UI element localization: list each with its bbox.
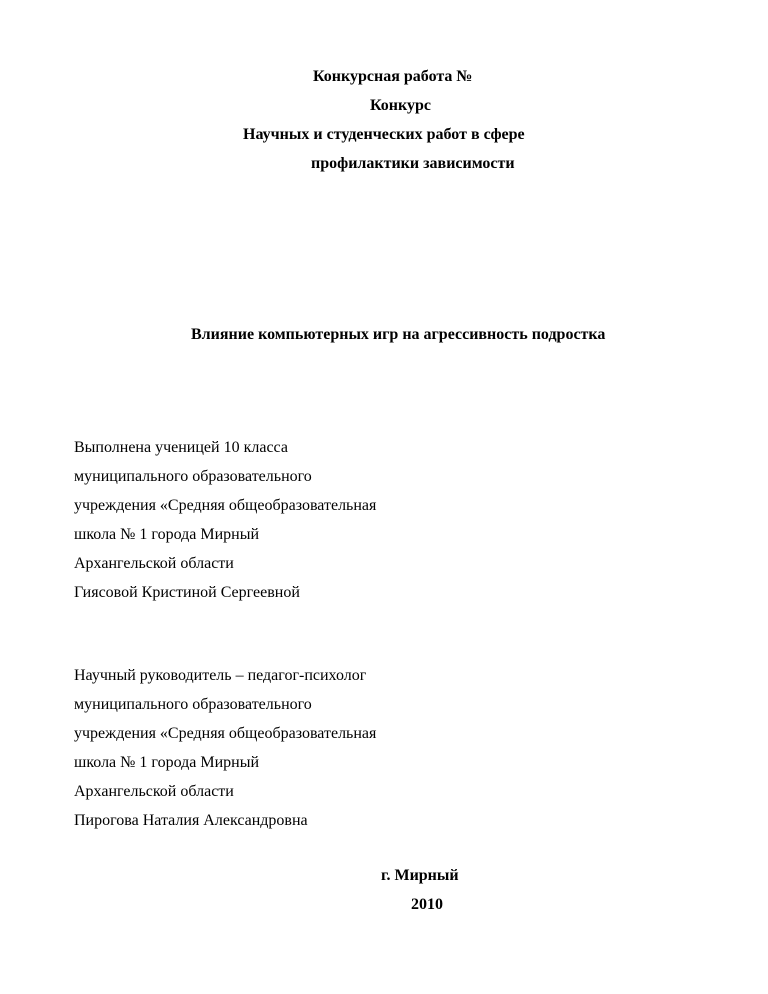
- supervisor-line-4: школа № 1 города Мирный: [74, 754, 260, 771]
- header-line-4: профилактики зависимости: [311, 155, 515, 172]
- author-line-6: Гиясовой Кристиной Сергеевной: [74, 584, 300, 601]
- author-line-5: Архангельской области: [74, 555, 234, 572]
- author-line-4: школа № 1 города Мирный: [74, 526, 260, 543]
- author-line-2: муниципального образовательного: [74, 468, 312, 485]
- document-title: Влияние компьютерных игр на агрессивность подростка: [191, 326, 606, 343]
- supervisor-line-1: Научный руководитель – педагог-психолог: [74, 667, 367, 684]
- supervisor-line-2: муниципального образовательного: [74, 696, 312, 713]
- author-line-1: Выполнена ученицей 10 класса: [74, 439, 288, 456]
- header-line-2: Конкурс: [370, 97, 432, 114]
- footer-year: 2010: [411, 896, 443, 913]
- supervisor-line-6: Пирогова Наталия Александровна: [74, 812, 308, 829]
- supervisor-line-3: учреждения «Средняя общеобразовательная: [74, 725, 377, 742]
- header-line-1: Конкурсная работа №: [313, 68, 473, 85]
- header-line-3: Научных и студенческих работ в сфере: [243, 126, 525, 143]
- author-line-3: учреждения «Средняя общеобразовательная: [74, 497, 377, 514]
- supervisor-line-5: Архангельской области: [74, 783, 234, 800]
- footer-city: г. Мирный: [381, 867, 459, 884]
